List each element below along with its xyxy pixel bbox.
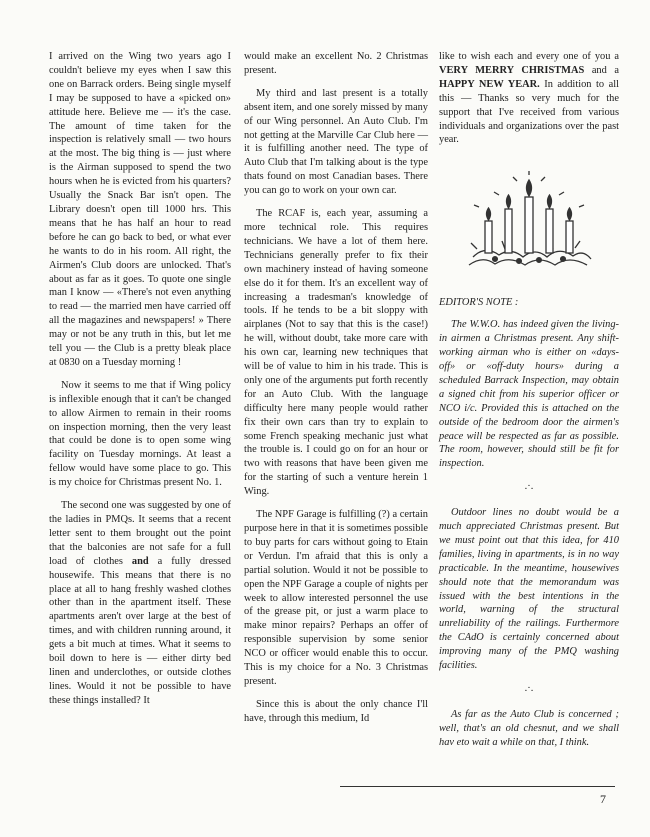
text-run: a fully dressed housewife. This means that there is no place at all to hang freshly washed clothes other than in the apartment itself. These apartments aren't over large at the best of times, and with children running around, it gets a bit much at times. What it seems to boil down to here is — either dirty bed linen and underclothes, or outside clothes lines. Would it not be possible to have these things installed? It (49, 555, 231, 706)
text-run: and a (584, 64, 619, 76)
paragraph: Since this is about the only chance I'll have, through this medium, Id (244, 698, 428, 724)
text-bold: HAPPY NEW YEAR. (439, 78, 540, 90)
column-left (49, 50, 231, 717)
page-number: 7 (600, 792, 606, 806)
paragraph: The W.W.O. has indeed given the living-in airmen a Christmas present. Any shift-working airman who is either on «days-off» or «off-duty hours» during a scheduled Barrack Inspection, may obtain a signed chit from his superior officer or NCO i/c. Provided this is attached on the outside of the bedroom door the airmen's peace will be respected as far as possible. The room, however, should still be fit for inspection. (439, 319, 619, 470)
paragraph: would make an excellent No. 2 Christmas present. (244, 51, 428, 76)
text-bold: and (131, 555, 149, 567)
christmas-candles-icon (465, 169, 595, 274)
paragraph: The RCAF is, each year, assuming a more technical role. This requires technicians. We have a lot of them here. Technicians generally prefer to fix their own machinery instead of having someone else do it for them. It's an excellent way of increasing a tradesman's knowledge of tools. If he tends to be a bit sloppy with airplanes (Not to say that this is the case!) he will, without doubt, take more care with his own car, learning new techniques that will be of value to him in his trade. This is only one of the arguments put forth recently for an Auto Club. With the language difficulty here many people would rather fix their own cars than try to explain to some French speaking mechanic just what the trouble is. I could go on for an hour or two with reasons that have been given me for the starting of such a venture herein 1 Wing. (244, 208, 428, 498)
paragraph: My third and last present is a totally absent item, and one sorely missed by many of our Wing personnel. An Auto Club. I'm not getting at the Marville Car Club here — it is fulfilling another need. The type of Auto Club that I'm talking about is the type thats found on most Canadian bases. There you can go to work on your own car. (244, 87, 428, 197)
column-right (439, 50, 619, 759)
paragraph: Now it seems to me that if Wing policy is inflexible enough that it can't be changed to allow Airmen to remain in their rooms on inspection morning, then the very least that could be done is to open some wing facility on Tuesday mornings. At least a fellow would have some place to go. This is my choice for Christmas present No. 1. (49, 379, 231, 489)
text-run: like to wish each and every one of you a (439, 51, 619, 62)
column-middle (244, 50, 428, 735)
text-run: In addition to all this — Thanks so very much for the support that I've received from various individuals and organizations over the past year. (439, 78, 619, 146)
paragraph (49, 499, 231, 708)
paragraph: As far as the Auto Club is concerned ; well, that's an old chesnut, and we shall hav eto wait a while on that, I think. (439, 708, 619, 748)
footer-rule (340, 786, 615, 787)
paragraph: The NPF Garage is fulfilling (?) a certain purpose here in that it is sometimes possible to buy parts for cars without going to Etain or Verdun. I'm afraid that this is only a partial solution. Would it not be possible to open the NPF Garage a couple of nights per week to allow interested personnel the use of the grease pit, or just a warm place to make minor repairs? Perhaps an offer of responsible supervision by some senior NCO or officer would enable this to occur. This is my choice for a No. 3 Christmas present. (244, 509, 428, 687)
paragraph: I arrived on the Wing two years ago I couldn't believe my eyes when I saw this one on Barrack orders. Being single myself I may be supposed to have a «picked on» attitude here. Believe me — it's the case. The amount of time taken for the inspection is relatively small — two hours at the most. The big thing is — just where is the Airman supposed to spend the two hours when he is evicted from his quarters? Usually the Snack Bar isn't open. The Library doesn't open till 1000 hrs. This means that he has half an hour to read before he can go back to bed, or what ever he wants to do in his room. All right, the Airmen's Club doors are unlocked. That's about as far as it goes. To quote one single man I know — «There's not even anything to read — the married men have carried off all the magazines and newspapers! » There may or not be any truth in this, but let me tell you — the Club is a pretty bleak place at 0830 on a Tuesday morning ! (49, 51, 231, 368)
text-run: The second one was suggested by one of the ladies in PMQs. It seems that a recent letter sent to them brought out the point that the balconies are not safe for a full load of clothes (49, 500, 231, 567)
text-bold: VERY MERRY CHRISTMAS (439, 64, 585, 76)
paragraph: Outdoor lines no doubt would be a much appreciated Christmas present. But we must point out that this idea, for 410 families, living in apartments, is in no way practicable. In the meantime, housewives should note that the memorandum was issued with the best intentions in the world, warning of the structural unreliability of the railings. Furthermore the CAdO is certainly concerned about improving many of the PMQ washing facilities. (439, 507, 619, 672)
section-separator: .·. (524, 481, 534, 493)
editors-note-title: EDITOR'S NOTE : (439, 297, 519, 309)
greeting-paragraph (439, 50, 619, 147)
editors-note (439, 296, 619, 749)
section-separator: .·. (524, 683, 534, 694)
